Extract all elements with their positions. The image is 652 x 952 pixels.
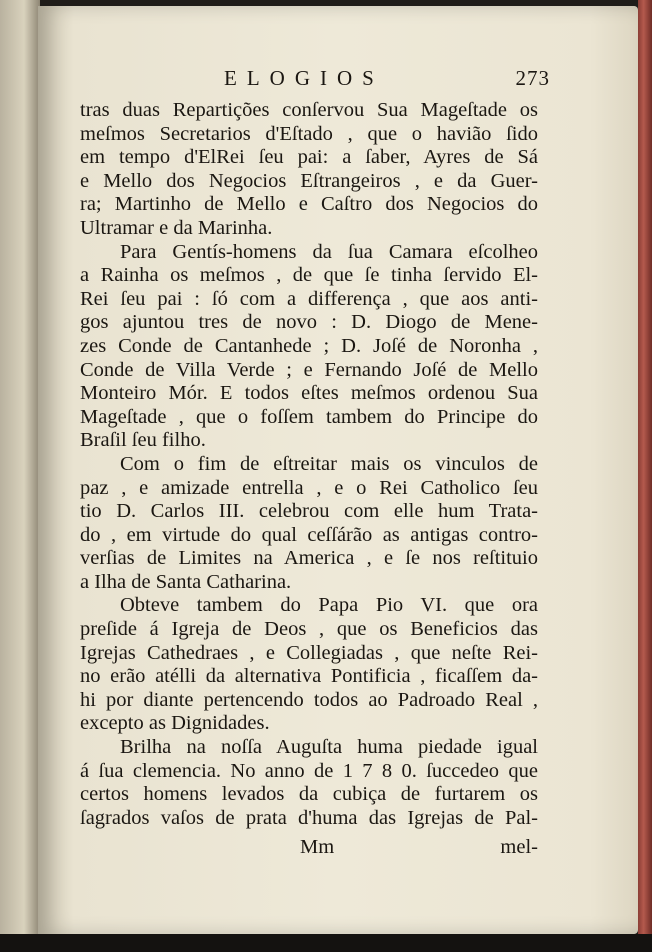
text-line: Rei ſeu pai : ſó com a differença , que aos anti-: [80, 287, 538, 310]
text-line: a Ilha de Santa Catharina.: [80, 570, 292, 593]
page-footer: [80, 836, 538, 862]
text-line: Igrejas Cathedraes , e Collegiadas , que neſte Rei-: [80, 641, 538, 664]
text-line: zes Conde de Cantanhede ; D. Joſé de Noronha ,: [80, 334, 538, 357]
text-line: ra; Martinho de Mello e Caſtro dos Negocios do: [80, 193, 538, 216]
text-line: Conde de Villa Verde ; e Fernando Joſé de Mello: [80, 358, 538, 381]
text-line: e Mello dos Negocios Eſtrangeiros , e da Guer-: [80, 169, 538, 192]
text-line: Mageſtade , que o foſſem tambem do Principe do: [80, 405, 538, 428]
text-line: á ſua clemencia. No anno de 1 7 8 0. ſuccedeo que: [80, 759, 538, 782]
text-line: certos homens levados da cubiça de furtarem os: [80, 783, 538, 806]
book-cover-edge: [638, 0, 652, 952]
text-line: Para Gentís-homens da ſua Camara eſcolheo: [120, 240, 538, 263]
scan-bottom-border: [0, 934, 652, 952]
text-line: do , em virtude do qual ceſſárão as antigas contro-: [80, 523, 538, 546]
text-line: excepto as Dignidades.: [80, 712, 270, 735]
text-line: Braſil ſeu filho.: [80, 429, 206, 452]
text-line: em tempo d'ElRei ſeu pai: a ſaber, Ayres de Sá: [80, 146, 538, 169]
text-line: paz , e amizade entrella , e o Rei Catholico ſeu: [80, 476, 538, 499]
text-line: a Rainha os meſmos , de que ſe tinha ſervido El-: [80, 264, 538, 287]
left-page-edge: [0, 0, 40, 952]
text-line: tras duas Repartições conſervou Sua Mageſtade os: [80, 99, 538, 121]
text-line: no erão atélli da alternativa Pontificia , ficaſſem da-: [80, 665, 538, 688]
signature-mark: Mm: [300, 836, 335, 858]
text-line: tio D. Carlos III. celebrou com elle hum Trata-: [80, 500, 538, 523]
text-line: meſmos Secretarios d'Eſtado , que o havião ſido: [80, 122, 538, 145]
text-line: Com o fim de eſtreitar mais os vinculos de: [120, 452, 538, 475]
page-number: 273: [515, 66, 550, 90]
text-line: Obteve tambem do Papa Pio VI. que ora: [120, 594, 538, 617]
running-title: ELOGIOS: [224, 66, 384, 90]
text-line: hi por diante pertencendo todos ao Padroado Real ,: [80, 688, 538, 711]
catchword: mel-: [500, 836, 538, 858]
text-line: Ultramar e da Marinha.: [80, 216, 273, 239]
text-line: Monteiro Mór. E todos eſtes meſmos ordenou Sua: [80, 382, 538, 405]
text-line: gos ajuntou tres de novo : D. Diogo de Mene-: [80, 311, 538, 334]
page-header: [120, 66, 550, 96]
text-line: preſide á Igreja de Deos , que os Beneficios das: [80, 618, 538, 641]
text-line: ſagrados vaſos de prata d'huma das Igrejas de Pal-: [80, 806, 538, 829]
body-text: [80, 99, 538, 830]
text-line: Brilha na noſſa Auguſta huma piedade igual: [120, 736, 538, 759]
text-line: verſias de Limites na America , e ſe nos reſtituio: [80, 547, 538, 570]
